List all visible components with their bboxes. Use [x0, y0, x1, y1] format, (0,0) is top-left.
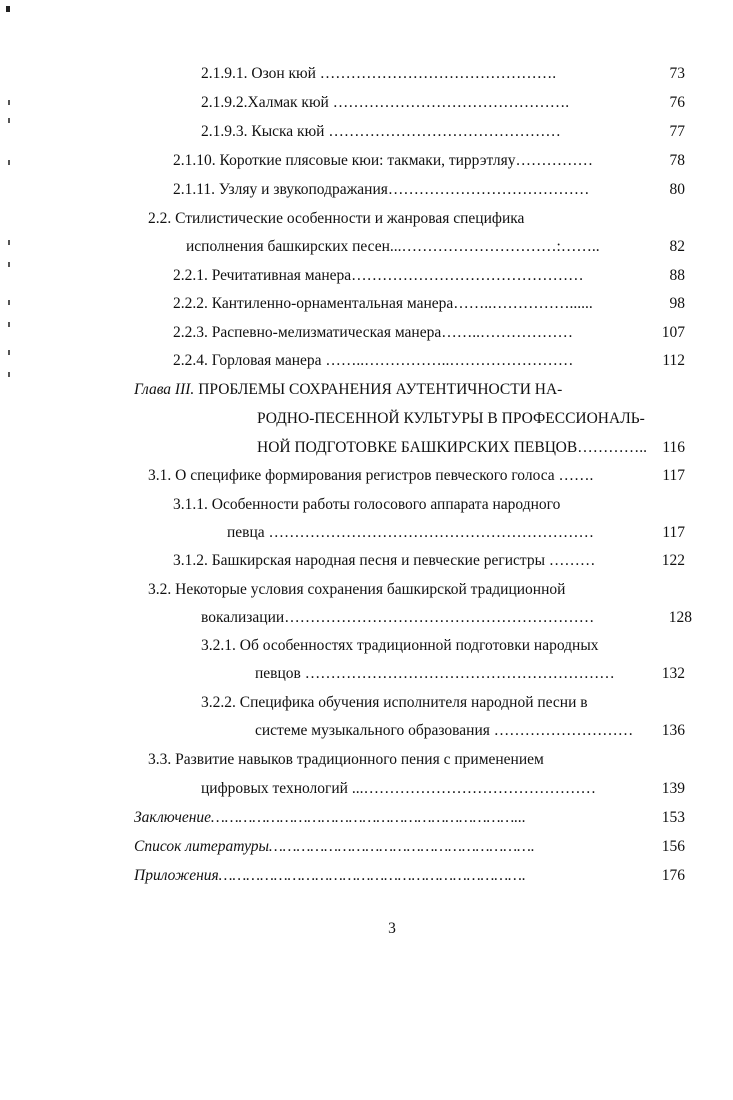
toc-entry-text: цифровых технологий ...……………………………………… — [201, 780, 596, 797]
scan-artifact — [8, 160, 10, 165]
scan-artifact — [8, 118, 10, 123]
scan-artifact — [8, 240, 10, 245]
toc-entry-2-1-9-2 — [201, 88, 685, 118]
toc-entry-text: 3.3. Развитие навыков традиционного пения с применением — [148, 751, 544, 768]
toc-entry-text: 2.2.2. Кантиленно-орнаментальная манера……..……………...... — [173, 295, 593, 312]
toc-entry-page: 73 — [669, 65, 685, 82]
toc-entry-text: 3.2.2. Специфика обучения исполнителя народной песни в — [201, 694, 588, 711]
toc-entry-page: 88 — [669, 267, 685, 284]
toc-entry-2-2-cont — [186, 232, 685, 262]
toc-entry-page: 107 — [661, 324, 685, 341]
toc-entry-page: 116 — [662, 439, 685, 456]
toc-entry-text: Заключение…………………………………………………………... — [134, 809, 526, 826]
toc-entry-text: 2.1.9.3. Кыска кюй ……………………………………… — [201, 123, 561, 140]
toc-entry-page: 98 — [669, 295, 685, 312]
toc-entry-page: 78 — [669, 152, 685, 169]
toc-entry-3-2-cont — [201, 603, 692, 633]
scan-artifact — [6, 6, 10, 12]
toc-entry-3-3 — [148, 745, 685, 775]
toc-entry-3-2-2-cont — [255, 716, 685, 746]
toc-entry-page: 156 — [661, 838, 685, 855]
scan-artifact — [8, 300, 10, 305]
toc-entry-text: НОЙ ПОДГОТОВКЕ БАШКИРСКИХ ПЕВЦОВ………….. — [257, 439, 647, 456]
toc-entry-conclusion — [134, 803, 685, 833]
toc-entry-2-2-4 — [173, 346, 685, 376]
toc-entry-text: 3.1. О специфике формирования регистров певческого голоса ……. — [148, 467, 594, 484]
toc-entry-3-1-1 — [173, 490, 685, 520]
toc-entry-text: 3.2.1. Об особенностях традиционной подготовки народных — [201, 637, 599, 654]
scan-artifact — [8, 100, 10, 105]
toc-entry-text: 2.2.1. Речитативная манера……………………………………… — [173, 267, 584, 284]
toc-entry-page: 117 — [662, 467, 685, 484]
chapter-label: Глава III. — [134, 381, 195, 398]
toc-entry-2-2 — [148, 204, 685, 234]
toc-entry-text: ПРОБЛЕМЫ СОХРАНЕНИЯ АУТЕНТИЧНОСТИ НА- — [194, 381, 563, 398]
toc-entry-text: 2.2.4. Горловая манера ……..……………..…………………… — [173, 352, 574, 369]
toc-entry-page: 132 — [661, 665, 685, 682]
toc-entry-page: 77 — [669, 123, 685, 140]
toc-entry-2-1-9-3 — [201, 117, 685, 147]
toc-entry-3-1-2 — [173, 546, 685, 576]
scan-artifact — [8, 372, 10, 377]
toc-entry-text: 3.2. Некоторые условия сохранения башкирской традиционной — [148, 581, 566, 598]
toc-entry-3-3-cont — [201, 774, 685, 804]
toc-entry-page: 80 — [669, 181, 685, 198]
scan-artifact — [8, 350, 10, 355]
toc-entry-text: вокализации…………………………………………………… — [201, 609, 595, 626]
toc-entry-text: 3.1.1. Особенности работы голосового аппарата народного — [173, 496, 561, 513]
toc-entry-page: 128 — [668, 609, 692, 626]
toc-entry-2-1-9-1 — [201, 59, 685, 89]
toc-entry-page: 136 — [661, 722, 685, 739]
toc-entry-text: 2.2. Стилистические особенности и жанровая специфика — [148, 210, 525, 227]
toc-entry-text: Приложения…………………………………………………………. — [134, 867, 526, 884]
toc-entry-page: 153 — [661, 809, 685, 826]
toc-entry-references — [134, 832, 685, 862]
toc-entry-3-2-1-cont — [255, 659, 685, 689]
toc-entry-text: РОДНО-ПЕСЕННОЙ КУЛЬТУРЫ В ПРОФЕССИОНАЛЬ- — [257, 410, 645, 427]
toc-entry-text: певцов …………………………………………………… — [255, 665, 615, 682]
toc-entry-text: 2.2.3. Распевно-мелизматическая манера……..……………… — [173, 324, 573, 341]
toc-entry-text: Список литературы…………………………………………………. — [134, 838, 535, 855]
toc-entry-appendices — [134, 861, 685, 891]
toc-entry-2-1-10 — [173, 146, 685, 176]
toc-entry-2-2-3 — [173, 318, 685, 348]
toc-entry-page: 76 — [669, 94, 685, 111]
toc-entry-3-2-1 — [201, 631, 685, 661]
toc-entry-text: 2.1.9.1. Озон кюй ………………………………………. — [201, 65, 557, 82]
toc-entry-page: 117 — [662, 524, 685, 541]
toc-entry-text: исполнения башкирских песен...…………………………:…….. — [186, 238, 600, 255]
toc-entry-2-2-2 — [173, 289, 685, 319]
toc-entry-page: 112 — [662, 352, 685, 369]
toc-entry-page: 139 — [661, 780, 685, 797]
toc-chapter-3-line-2 — [257, 404, 685, 434]
page-number: 3 — [388, 920, 396, 937]
toc-entry-3-1-1-cont — [227, 518, 685, 548]
toc-entry-text: системе музыкального образования ……………………… — [255, 722, 634, 739]
toc-entry-page: 82 — [669, 238, 685, 255]
scan-artifact — [8, 322, 10, 327]
toc-entry-3-2-2 — [201, 688, 685, 718]
toc-entry-3-1 — [148, 461, 685, 491]
toc-entry-page: 122 — [661, 552, 685, 569]
scan-artifact — [8, 262, 10, 267]
toc-chapter-3-line-3 — [257, 433, 685, 463]
toc-chapter-3-line-1 — [134, 375, 685, 405]
toc-entry-text: 2.1.10. Короткие плясовые кюи: такмаки, тиррэтляу…………… — [173, 152, 593, 169]
toc-entry-page: 176 — [661, 867, 685, 884]
toc-entry-2-1-11 — [173, 175, 685, 205]
toc-entry-text: 2.1.11. Узляу и звукоподражания………………………………… — [173, 181, 590, 198]
toc-entry-2-2-1 — [173, 261, 685, 291]
toc-entry-text: 2.1.9.2.Халмак кюй ………………………………………. — [201, 94, 570, 111]
toc-entry-text: певца ……………………………………………………… — [227, 524, 595, 541]
toc-entry-text: 3.1.2. Башкирская народная песня и певческие регистры ……… — [173, 552, 596, 569]
toc-entry-3-2 — [148, 575, 685, 605]
